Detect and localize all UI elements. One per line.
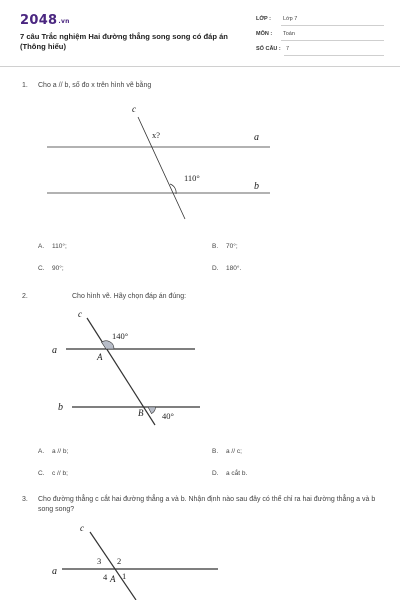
meta-count-value: 7 bbox=[286, 46, 290, 52]
page-title: 7 câu Trắc nghiệm Hai đường thẳng song song có đáp án (Thông hiểu) bbox=[20, 32, 228, 51]
meta-subject-value: Toán bbox=[283, 31, 295, 37]
q2-option-c[interactable]: C. c // b; bbox=[38, 470, 68, 477]
logo-text: 2048 bbox=[20, 13, 58, 28]
q1-option-b[interactable]: B. 70°; bbox=[212, 243, 238, 250]
q2-label-point-b: B bbox=[138, 408, 144, 418]
meta-count bbox=[256, 44, 384, 56]
q3-angle-2: 2 bbox=[117, 556, 122, 566]
header-divider bbox=[0, 66, 400, 67]
q2-angle-bottom bbox=[148, 407, 156, 414]
q2-angle-top bbox=[102, 341, 115, 349]
q1-label-c: c bbox=[132, 104, 136, 114]
q3-number: 3. bbox=[22, 496, 28, 503]
q3-label-a: a bbox=[52, 566, 57, 577]
q1-label-x: x? bbox=[152, 130, 161, 140]
q3-text: Cho đường thẳng c cắt hai đường thẳng a và b. Nhận định nào sau đây có thể chỉ ra hai đường thẳng a và b song song? bbox=[38, 496, 376, 513]
q3-angle-3: 3 bbox=[97, 556, 102, 566]
q2-figure bbox=[0, 304, 400, 432]
meta-class-label: LỚP : bbox=[256, 16, 271, 22]
meta-class-value: Lớp 7 bbox=[283, 16, 298, 22]
q3-label-c: c bbox=[80, 523, 84, 533]
q2-label-point-a: A bbox=[97, 352, 103, 362]
q1-number: 1. bbox=[22, 82, 28, 89]
q2-label-c: c bbox=[78, 309, 82, 319]
q1-text: Cho a // b, số đo x trên hình vẽ bằng bbox=[38, 82, 152, 89]
meta-subject bbox=[256, 29, 384, 41]
q2-label-a: a bbox=[52, 345, 57, 356]
q2-option-a[interactable]: A. a // b; bbox=[38, 448, 69, 455]
q2-label-b: b bbox=[58, 402, 63, 413]
meta-subject-label: MÔN : bbox=[256, 31, 273, 37]
q1-label-b: b bbox=[254, 181, 259, 192]
q2-label-angle-top: 140° bbox=[112, 331, 129, 341]
q3-line-c bbox=[90, 532, 136, 600]
q3-label-point-a: A bbox=[110, 574, 116, 584]
q3-figure bbox=[0, 518, 400, 600]
site-logo[interactable] bbox=[20, 13, 70, 28]
q2-option-b[interactable]: B. a // c; bbox=[212, 448, 242, 455]
q3-angle-1: 1 bbox=[122, 571, 127, 581]
q1-line-c bbox=[138, 117, 185, 219]
q2-option-d[interactable]: D. a cắt b. bbox=[212, 470, 248, 477]
q1-option-a[interactable]: A. 110°; bbox=[38, 243, 67, 250]
q2-number: 2. bbox=[22, 293, 28, 300]
q1-figure bbox=[0, 95, 400, 230]
q2-text: Cho hình vẽ. Hãy chọn đáp án đúng: bbox=[72, 293, 187, 300]
q3-angle-4: 4 bbox=[103, 572, 108, 582]
logo-suffix: .vn bbox=[58, 18, 70, 25]
q1-label-a: a bbox=[254, 132, 259, 143]
q2-label-angle-bottom: 40° bbox=[162, 411, 174, 421]
q1-option-d[interactable]: D. 180°. bbox=[212, 265, 242, 272]
meta-class bbox=[256, 14, 384, 26]
meta-count-label: SỐ CÂU : bbox=[256, 46, 281, 52]
q1-label-angle: 110° bbox=[184, 173, 200, 183]
q1-option-c[interactable]: C. 90°; bbox=[38, 265, 64, 272]
